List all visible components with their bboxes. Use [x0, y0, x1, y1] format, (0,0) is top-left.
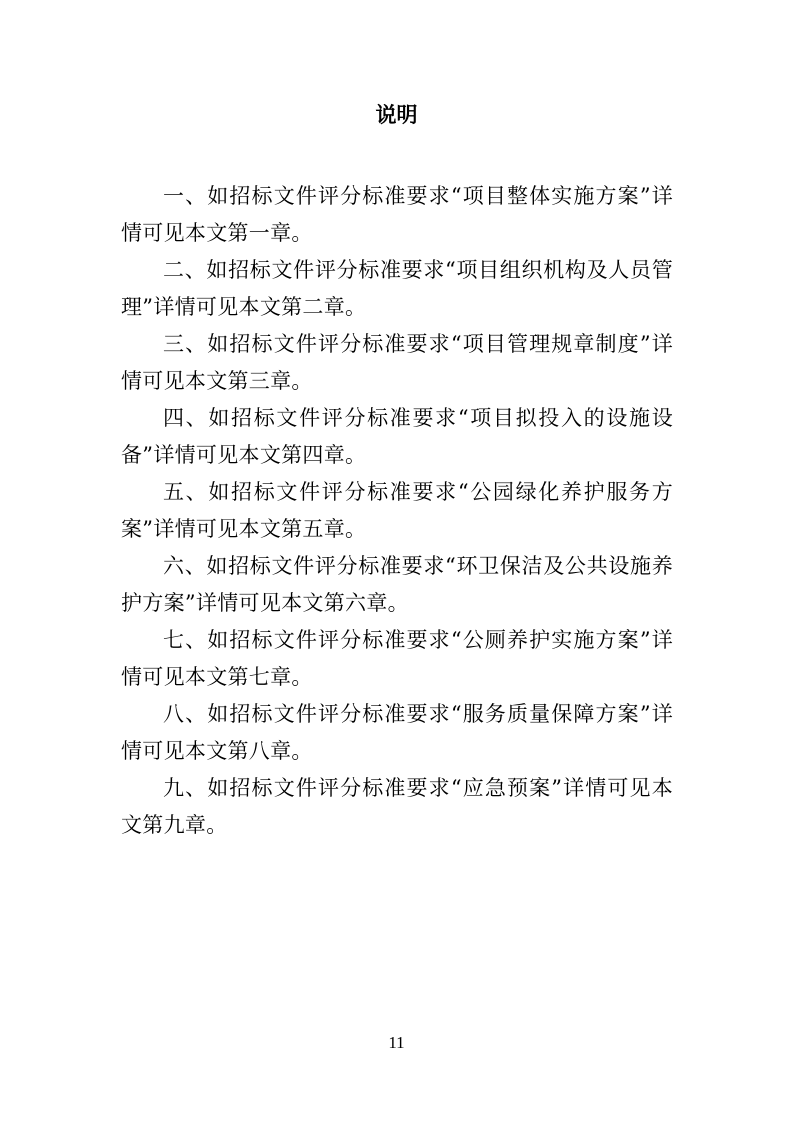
paragraph-3: 三、如招标文件评分标准要求“项目管理规章制度”详情可见本文第三章。	[121, 332, 673, 393]
paragraph-6: 六、如招标文件评分标准要求“环卫保洁及公共设施养护方案”详情可见本文第六章。	[121, 554, 673, 615]
paragraph-2: 二、如招标文件评分标准要求“项目组织机构及人员管理”详情可见本文第二章。	[121, 258, 673, 319]
paragraph-1: 一、如招标文件评分标准要求“项目整体实施方案”详情可见本文第一章。	[121, 184, 673, 245]
paragraph-5: 五、如招标文件评分标准要求“公园绿化养护服务方案”详情可见本文第五章。	[121, 480, 673, 541]
page-title: 说明	[375, 103, 418, 127]
paragraph-9: 九、如招标文件评分标准要求“应急预案”详情可见本文第九章。	[121, 776, 673, 837]
body-text	[121, 178, 673, 844]
paragraph-8: 八、如招标文件评分标准要求“服务质量保障方案”详情可见本文第八章。	[121, 702, 673, 763]
page-number: 11	[388, 1033, 405, 1052]
paragraph-7: 七、如招标文件评分标准要求“公厕养护实施方案”详情可见本文第七章。	[121, 628, 673, 689]
paragraph-4: 四、如招标文件评分标准要求“项目拟投入的设施设备”详情可见本文第四章。	[121, 406, 673, 467]
